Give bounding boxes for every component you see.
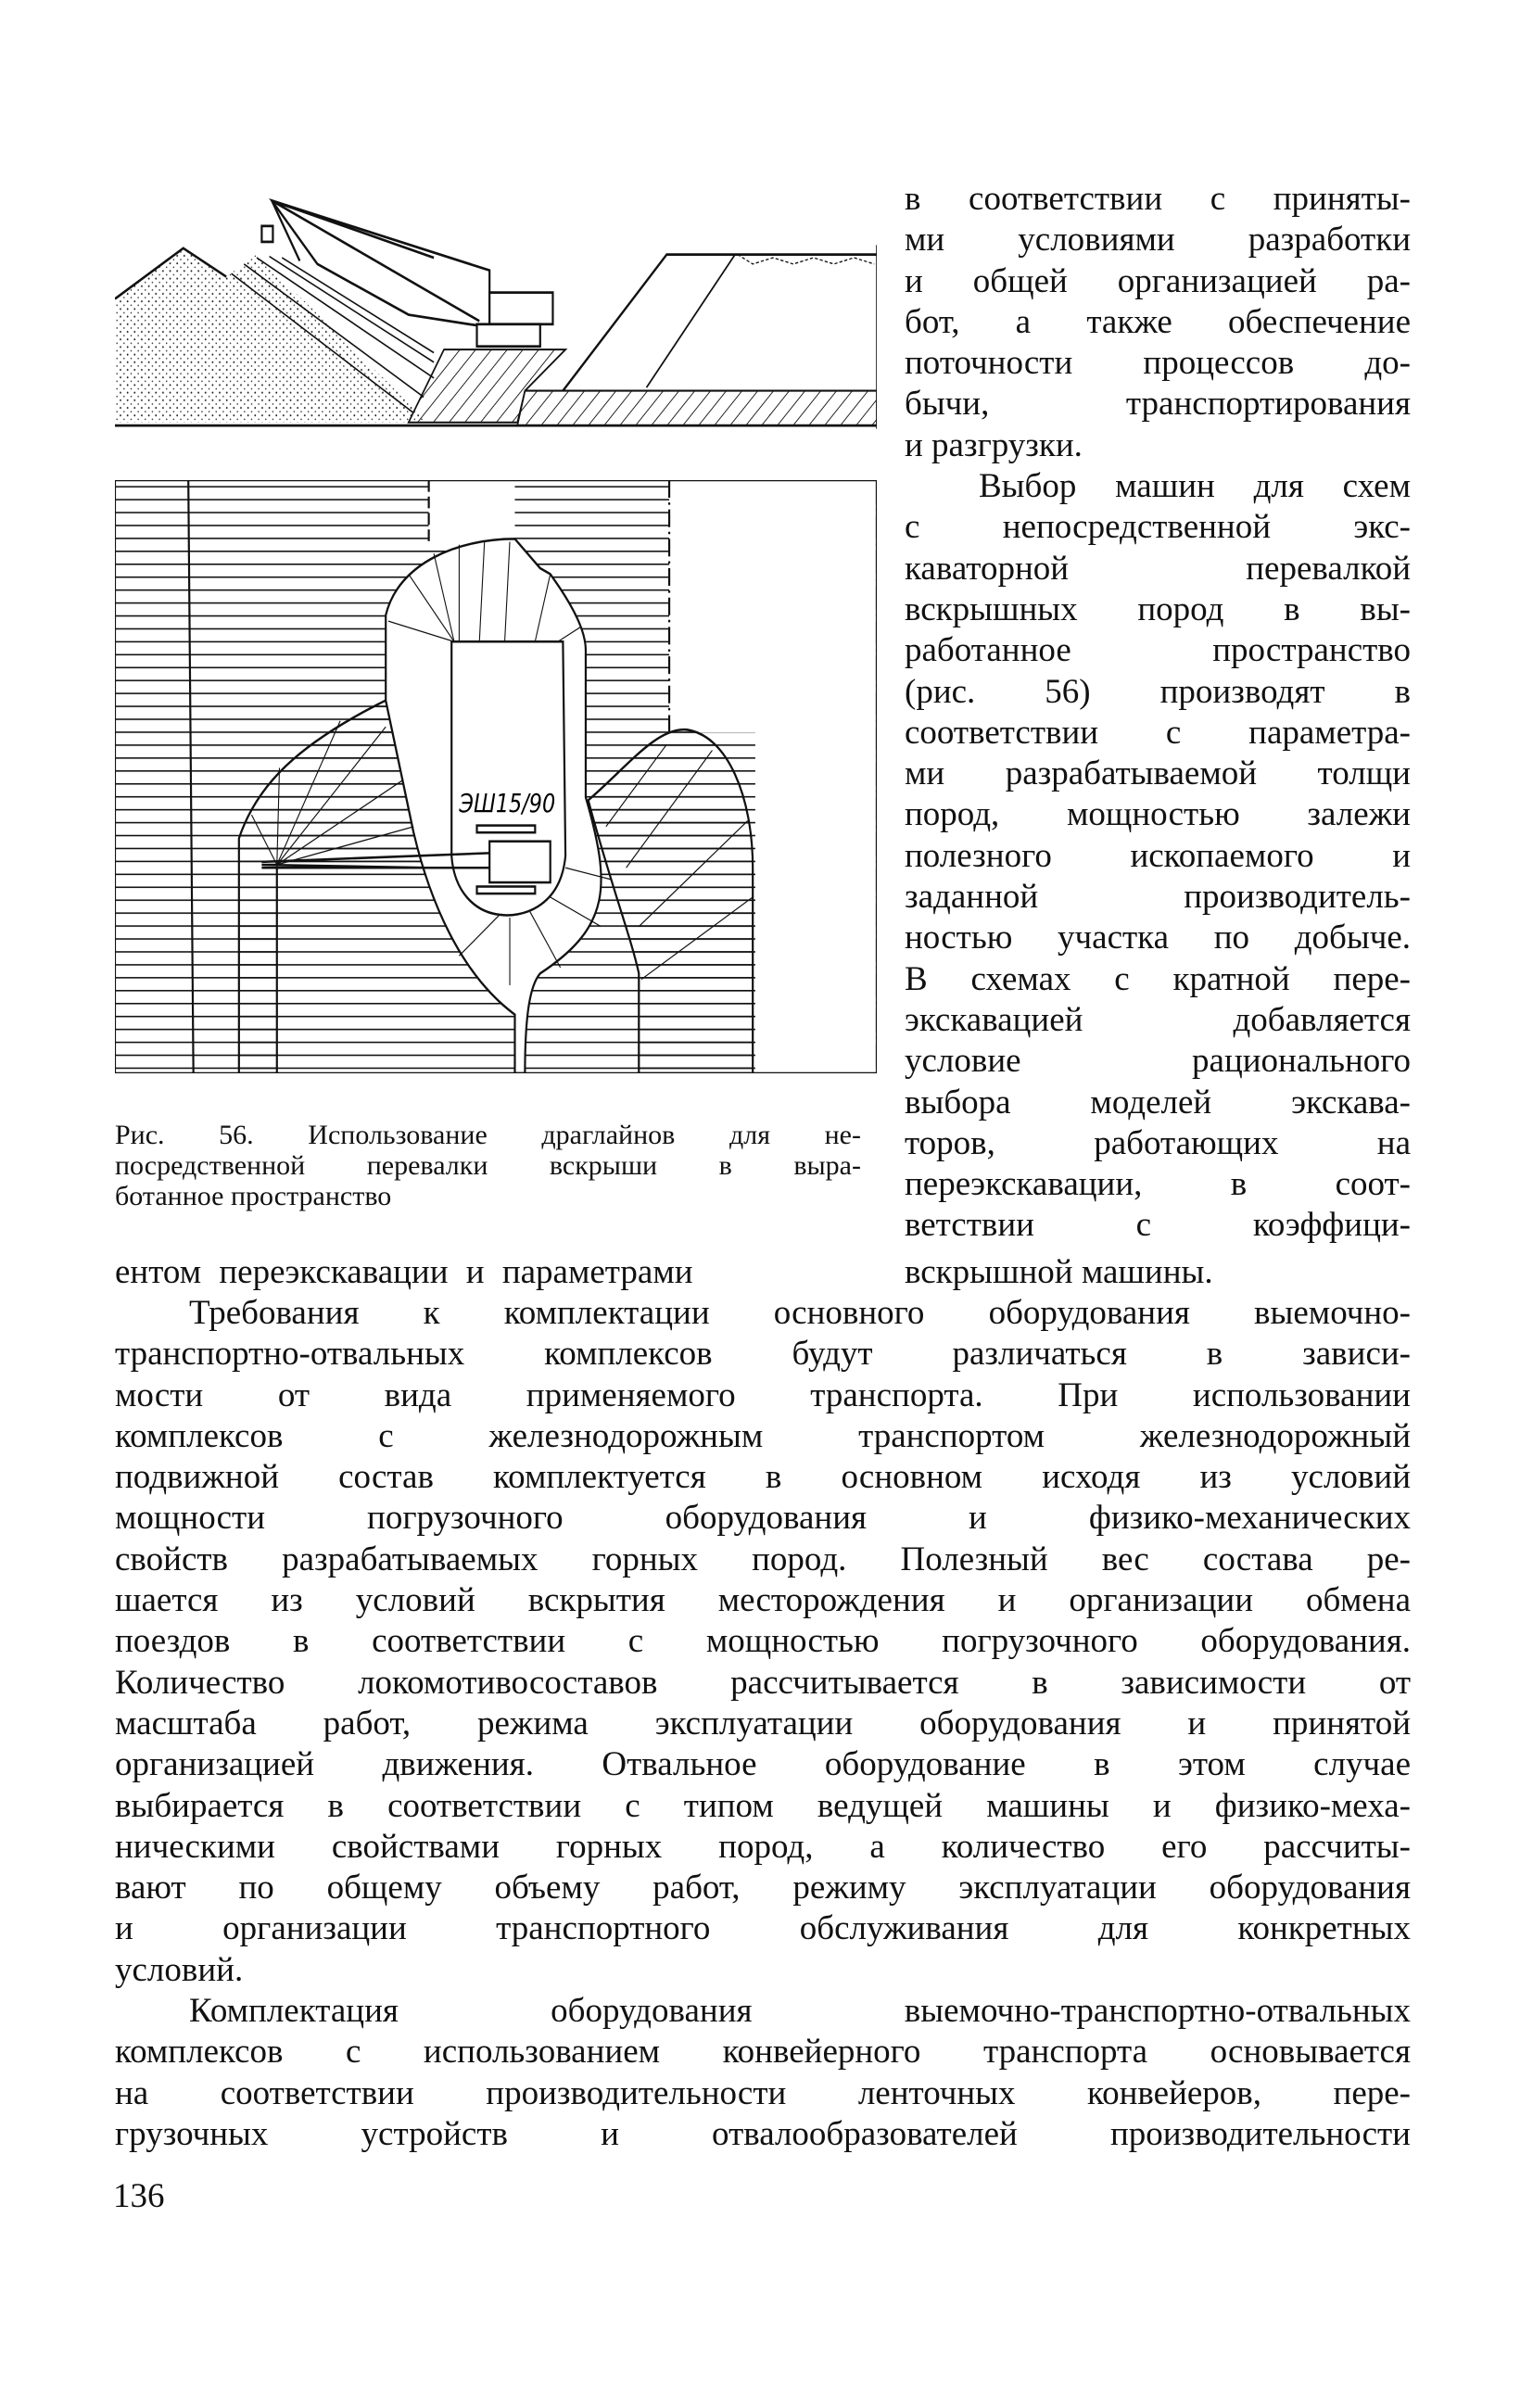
figure-caption bbox=[115, 1120, 861, 1211]
text-line: шается из условий вскрытия месторождения и организации обмена bbox=[115, 1581, 1411, 1620]
text-line: в соответствии с приняты- bbox=[905, 180, 1411, 218]
text-line: масштаба работ, режима эксплуатации оборудования и принятой bbox=[115, 1704, 1411, 1743]
text-line: поточности процессов до- bbox=[905, 344, 1411, 383]
text-line: Выбор машин для схем bbox=[979, 467, 1411, 506]
text-line: (рис. 56) производят в bbox=[905, 672, 1411, 711]
caption-line: Рис. 56. Использование драглайнов для не- bbox=[115, 1120, 861, 1150]
text-line: заданной производитель- bbox=[905, 878, 1411, 917]
text-line: вскрышных пород в вы- bbox=[905, 589, 1411, 628]
text-line: подвижной состав комплектуется в основном исходя из условий bbox=[115, 1458, 1411, 1497]
text-line: и организации транспортного обслуживания для конкретных bbox=[115, 1909, 1411, 1948]
text-line: мости от вида применяемого транспорта. При использовании bbox=[115, 1375, 1411, 1414]
highwall bbox=[563, 255, 877, 391]
text-line: каваторной перевалкой bbox=[905, 549, 1411, 588]
paragraph-2 bbox=[115, 1991, 1411, 2155]
right-column-text bbox=[905, 179, 1411, 1247]
text-line: комплексов с использованием конвейерного транспорта основывается bbox=[115, 2033, 1411, 2072]
text-line: комплексов с железнодорожным транспортом железнодорожный bbox=[115, 1416, 1411, 1455]
text-line: Комплектация оборудования выемочно-транспортно-отвальных bbox=[189, 1992, 1411, 2031]
pit-floor bbox=[517, 391, 877, 426]
text-line: ническими свойствами горных пород, а количество его рассчиты- bbox=[115, 1827, 1411, 1866]
dragline-cross-section-drawing bbox=[115, 182, 877, 432]
text-line: Количество локомотивосоставов рассчитывается в зависимости от bbox=[115, 1663, 1411, 1702]
text-line: Требования к комплектации основного оборудования выемочно- bbox=[189, 1294, 1411, 1332]
text-line: и разгрузки. bbox=[905, 425, 1083, 464]
text-line: мощности погрузочного оборудования и физико-механических bbox=[115, 1499, 1411, 1538]
text-line: экскавацией добавляется bbox=[905, 1000, 1411, 1039]
text-line: транспортно-отвальных комплексов будут различаться в зависи- bbox=[115, 1335, 1411, 1374]
text-line: выбирается в соответствии с типом ведущей машины и физико-меха- bbox=[115, 1786, 1411, 1825]
caption-line: ботанное пространство bbox=[115, 1181, 392, 1211]
text-line: торов, работающих на bbox=[905, 1123, 1411, 1162]
dragline-plan-drawing bbox=[115, 480, 877, 1073]
text-line: с непосредственной экс- bbox=[905, 508, 1411, 547]
dragline-model-label: ЭШ15/90 bbox=[458, 789, 556, 819]
text-line: соответствии с параметра- bbox=[905, 713, 1411, 752]
text-line: В схемах с кратной пере- bbox=[905, 959, 1411, 998]
text-line: грузочных устройств и отвалообразователей производительности bbox=[115, 2114, 1411, 2153]
continuation-left: ентом переэкскавации и параметрами bbox=[115, 1253, 693, 1291]
text-line: условие рационального bbox=[905, 1042, 1411, 1081]
text-line: полезного ископаемого и bbox=[905, 836, 1411, 875]
text-line: ветствии с коэффици- bbox=[905, 1206, 1411, 1245]
text-line: ми условиями разработки bbox=[905, 221, 1411, 260]
text-line: ми разрабатываемой толщи bbox=[905, 754, 1411, 793]
body-text bbox=[115, 1293, 1411, 2155]
text-line: выбора моделей экскава- bbox=[905, 1083, 1411, 1122]
text-line: вают по общему объему работ, режиму эксплуатации оборудования bbox=[115, 1869, 1411, 1907]
text-line: поездов в соответствии с мощностью погрузочного оборудования. bbox=[115, 1622, 1411, 1661]
text-line: организацией движения. Отвальное оборудование в этом случае bbox=[115, 1745, 1411, 1784]
text-line: условий. bbox=[115, 1950, 244, 1989]
caption-line: посредственной перевалки вскрыши в выра- bbox=[115, 1150, 861, 1181]
text-line: переэкскавации, в соот- bbox=[905, 1165, 1411, 1204]
text-line: пород, мощностью залежи bbox=[905, 795, 1411, 834]
text-line: работанное пространство bbox=[905, 631, 1411, 670]
page-number: 136 bbox=[113, 2177, 165, 2215]
text-line: и общей организацией ра- bbox=[905, 261, 1411, 300]
continuation-line bbox=[115, 1252, 1411, 1293]
text-line: бот, а также обеспечение bbox=[905, 302, 1411, 341]
text-line: бычи, транспортирования bbox=[905, 385, 1411, 424]
text-line: на соответствии производительности ленточных конвейеров, пере- bbox=[115, 2073, 1411, 2112]
text-line: ностью участка по добыче. bbox=[905, 919, 1411, 957]
continuation-right: вскрышной машины. bbox=[905, 1253, 1213, 1291]
text-line: свойств разрабатываемых горных пород. Полезный вес состава ре- bbox=[115, 1540, 1411, 1578]
